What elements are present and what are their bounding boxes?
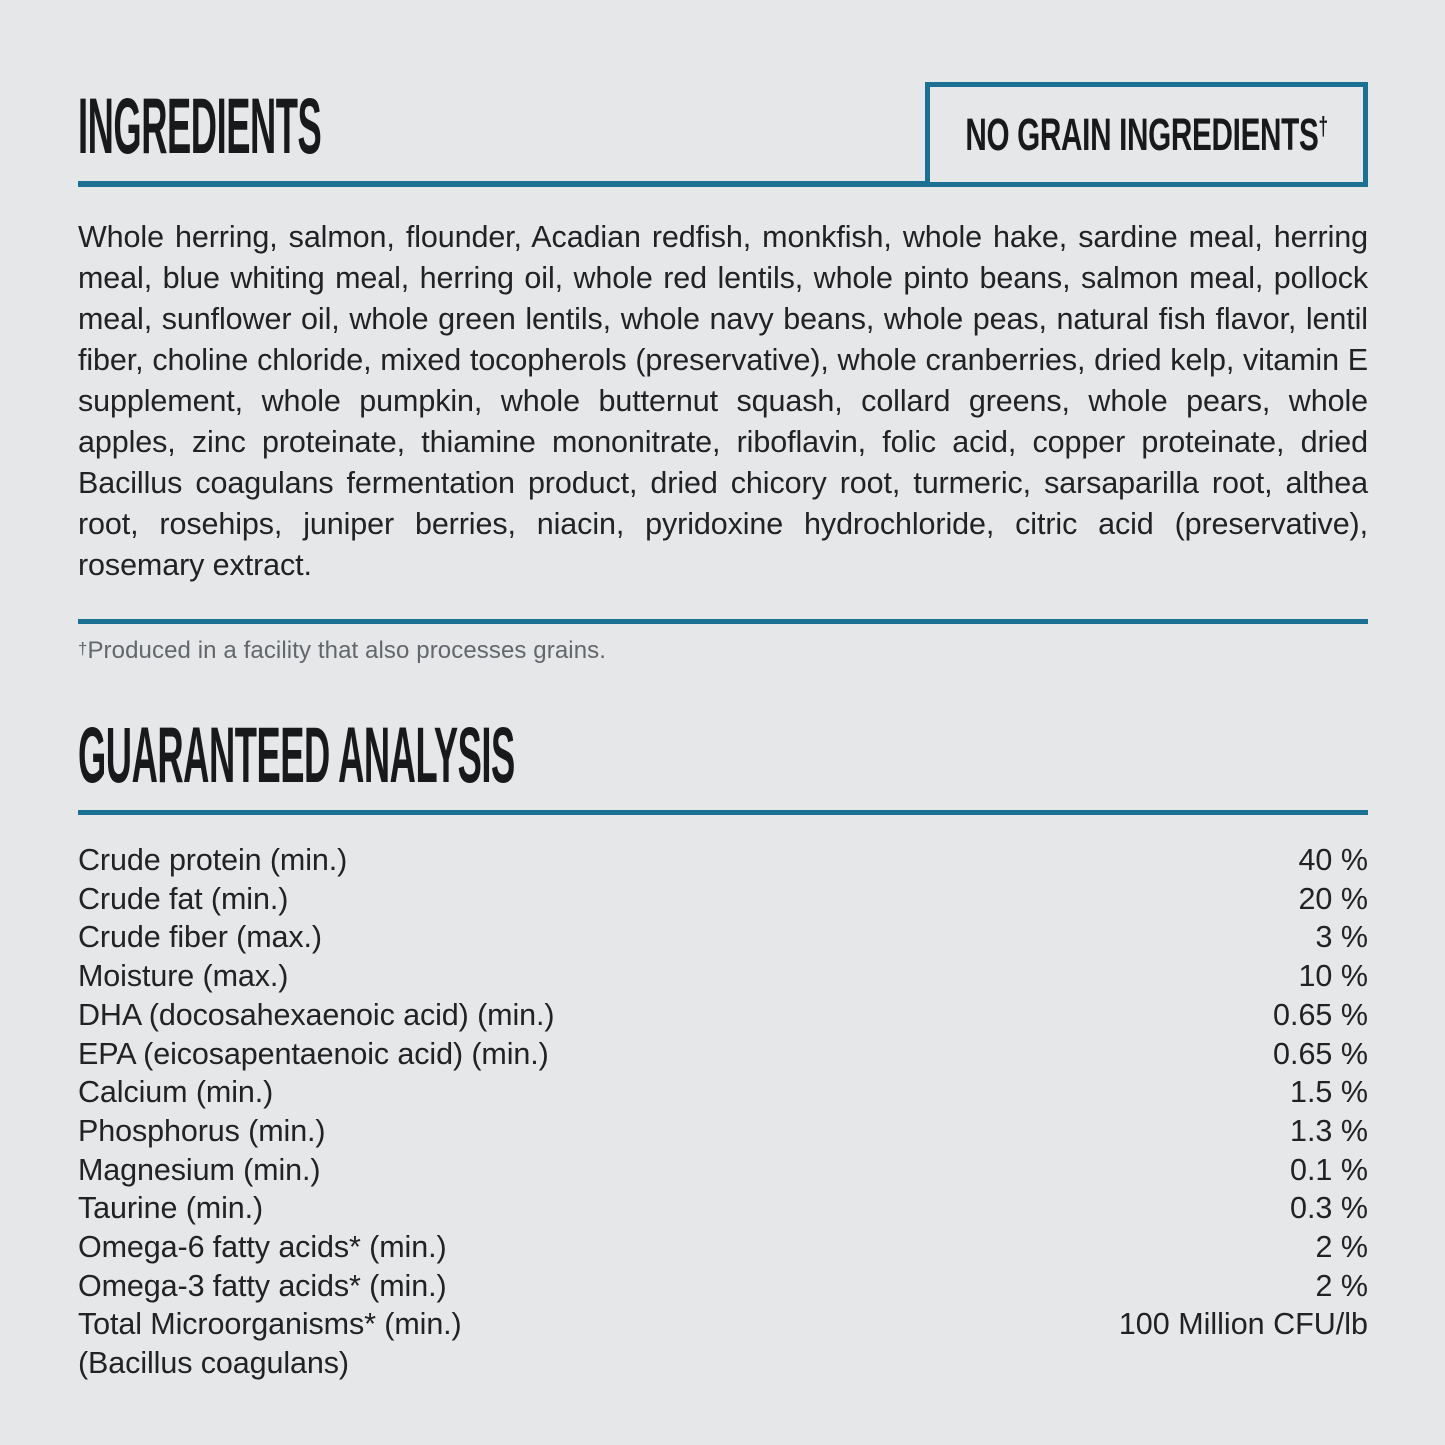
- footnote-dagger-mark: †: [78, 638, 88, 658]
- guaranteed-analysis-table: [78, 841, 1368, 1383]
- footnote-text: Produced in a facility that also processes grains.: [87, 637, 607, 664]
- analysis-value: 0.1 %: [1290, 1152, 1368, 1187]
- analysis-value: 0.65 %: [1273, 1036, 1368, 1071]
- analysis-value: 1.3 %: [1290, 1113, 1368, 1148]
- analysis-value: 3 %: [1315, 920, 1368, 955]
- analysis-label: Crude fat (min.): [78, 881, 289, 916]
- analysis-value: 0.3 %: [1290, 1191, 1368, 1226]
- analysis-label: Phosphorus (min.): [78, 1113, 326, 1148]
- analysis-label: Crude protein (min.): [78, 843, 348, 877]
- analysis-label: EPA (eicosapentaenoic acid) (min.): [78, 1036, 549, 1071]
- footnote: [78, 637, 1368, 665]
- analysis-row: [78, 1305, 1368, 1344]
- guaranteed-analysis-title: GUARANTEED ANALYSIS: [78, 710, 515, 799]
- ingredients-title: INGREDIENTS: [78, 81, 322, 170]
- analysis-label: (Bacillus coagulans): [78, 1346, 349, 1381]
- analysis-label: Total Microorganisms* (min.): [78, 1307, 462, 1342]
- analysis-label: Moisture (max.): [78, 959, 289, 994]
- analysis-label: Magnesium (min.): [78, 1152, 321, 1187]
- analysis-value: 2 %: [1315, 1230, 1368, 1265]
- analysis-row: [78, 1228, 1368, 1267]
- analysis-value: 1.5 %: [1290, 1075, 1368, 1110]
- no-grain-badge: [925, 82, 1368, 187]
- no-grain-badge-label: NO GRAIN INGREDIENTS: [965, 108, 1319, 160]
- analysis-row: [78, 1073, 1368, 1112]
- analysis-value: 40 %: [1298, 843, 1368, 877]
- analysis-row: [78, 841, 1368, 880]
- analysis-label: Calcium (min.): [78, 1075, 274, 1110]
- analysis-row: [78, 1344, 1368, 1383]
- analysis-row: [78, 1151, 1368, 1190]
- analysis-label: Omega-3 fatty acids* (min.): [78, 1268, 447, 1303]
- analysis-row: [78, 1189, 1368, 1228]
- analysis-label: Taurine (min.): [78, 1191, 264, 1226]
- analysis-row: [78, 1267, 1368, 1306]
- footnote-divider: [78, 619, 1368, 624]
- analysis-label: Omega-6 fatty acids* (min.): [78, 1230, 447, 1265]
- analysis-value: 100 Million CFU/lb: [1118, 1307, 1368, 1342]
- analysis-row: [78, 918, 1368, 957]
- analysis-label: DHA (docosahexaenoic acid) (min.): [78, 997, 555, 1032]
- analysis-row: [78, 1112, 1368, 1151]
- analysis-value: 20 %: [1298, 881, 1368, 916]
- analysis-value: 10 %: [1298, 959, 1368, 994]
- no-grain-badge-text: [965, 109, 1327, 161]
- analysis-row: [78, 880, 1368, 919]
- analysis-value: 2 %: [1315, 1268, 1368, 1303]
- ingredients-header: [78, 0, 1368, 187]
- analysis-row: [78, 1035, 1368, 1074]
- ingredients-list-text: Whole herring, salmon, flounder, Acadian redfish, monkfish, whole hake, sardine meal, herring meal, blue whiting meal, herring oil, whole red lentils, whole pinto beans, salmon meal, pollock meal, sunflower oil, whole green lentils, whole navy beans, whole peas, natural fish flavor, lentil fiber, choline chloride, mixed tocopherols (preservative), whole cranberries, dried kelp, vitamin E supplement, whole pumpkin, whole butternut squash, collard greens, whole pears, whole apples, zinc proteinate, thiamine mononitrate, riboflavin, folic acid, copper proteinate, dried Bacillus coagulans fermentation product, dried chicory root, turmeric, sarsaparilla root, althea root, rosehips, juniper berries, niacin, pyridoxine hydrochloride, citric acid (preservative), rosemary extract.: [78, 220, 1368, 582]
- analysis-row: [78, 996, 1368, 1035]
- guaranteed-analysis-header: [78, 710, 1368, 815]
- badge-dagger-mark: †: [1318, 111, 1328, 142]
- analysis-value: 0.65 %: [1273, 997, 1368, 1032]
- analysis-row: [78, 957, 1368, 996]
- analysis-label: Crude fiber (max.): [78, 920, 322, 955]
